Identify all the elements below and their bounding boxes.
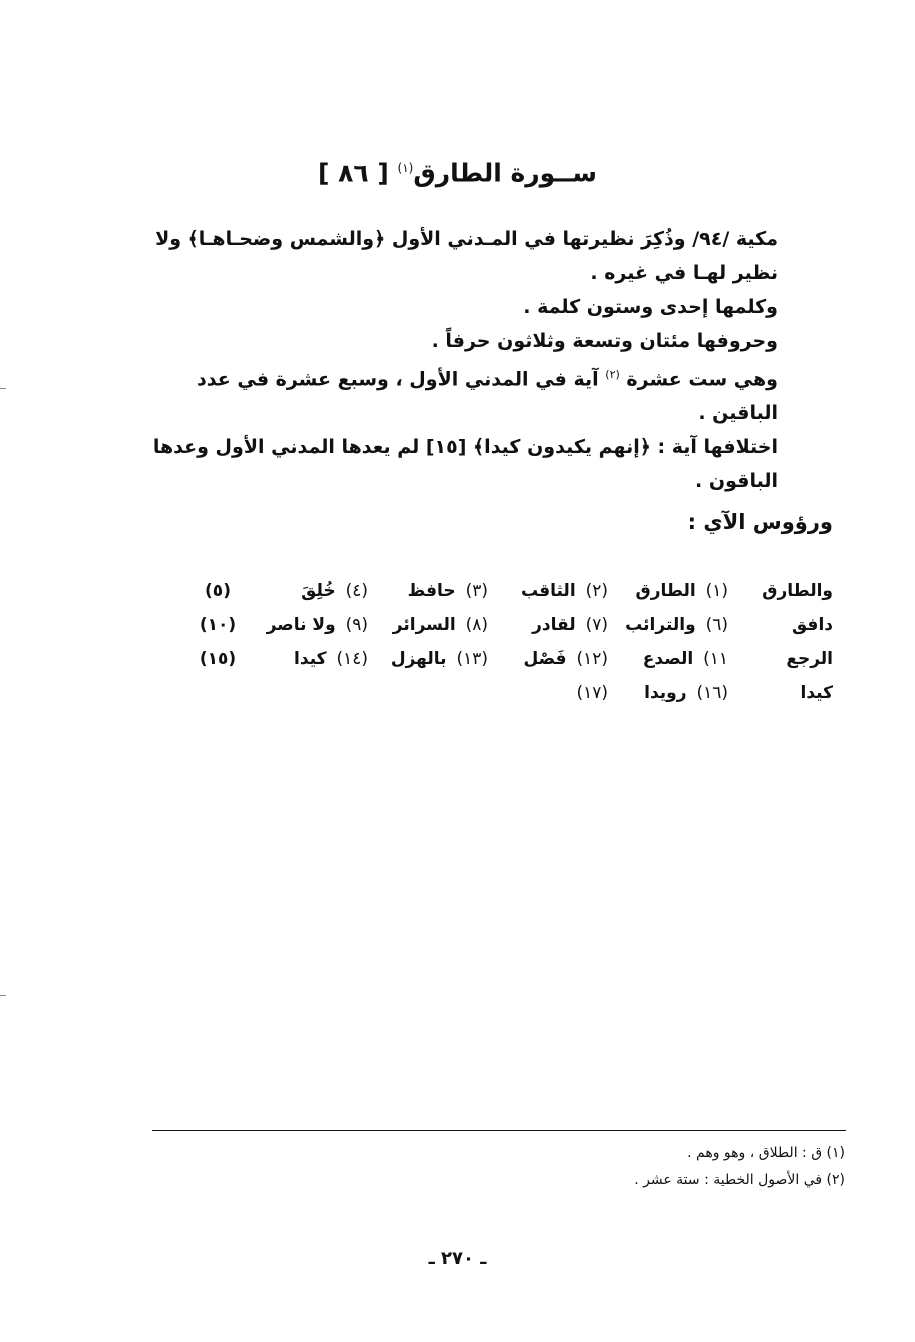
verse-cell: (١) الطارق <box>635 581 728 601</box>
verse-end-number: (١٥) <box>199 649 237 669</box>
intro-line-verses-b: آية في المدني الأول ، وسبع عشرة في عدد الباقين . <box>197 368 778 425</box>
verse-row-label: كيدا <box>800 683 833 703</box>
surah-title-footnote-ref: (١) <box>397 161 414 175</box>
verse-cell: (٧) لقادر <box>532 615 608 635</box>
surah-number: [ ٨٦ ] <box>317 158 389 188</box>
verse-row <box>128 676 833 710</box>
verse-row <box>128 608 833 642</box>
verse-end-number: (٥) <box>205 581 231 601</box>
verse-cell: (٨) السرائر <box>392 615 488 635</box>
intro-line-meccan: مكية /٩٤/ وذُكِرَ نظيرتها في المـدني الأول ﴿والشمس وضحـاهـا﴾ ولا نظير لهـا في غيره . <box>155 228 778 284</box>
verse-row-label: دافق <box>791 615 833 635</box>
verse-end-number: (١٠) <box>199 615 237 635</box>
verse-cell: (٢) الثاقب <box>520 581 608 601</box>
verse-cell: (٣) حافظ <box>407 581 488 601</box>
verse-row <box>128 642 833 676</box>
verse-heads-table <box>128 574 833 710</box>
verse-cell: (٦) والترائب <box>625 615 728 635</box>
footnote-item: (٢) في الأصول الخطية : ستة عشر . <box>634 1172 845 1188</box>
footnote-item: (١) ق : الطلاق ، وهو وهم . <box>687 1145 845 1161</box>
verse-cell: (١٧) <box>576 683 608 703</box>
intro-line-differences: اختلافها آية : ﴿إنهم يكيدون كيدا﴾ [١٥] لم يعدها المدني الأول وعدها الباقون . <box>152 436 778 493</box>
verse-heads-title: ورؤوس الآي : <box>687 510 833 534</box>
verse-cell: (١٢) فَصْل <box>523 649 608 669</box>
intro-line-letters: وحروفها مئتان وتسعة وثلاثون حرفاً . <box>431 330 778 352</box>
page-number: ـ ٢٧٠ ـ <box>428 1248 487 1269</box>
intro-line-verses-a: وهي ست عشرة <box>626 368 778 391</box>
footnotes <box>151 1140 845 1194</box>
verse-cell: (١٦) رويدا <box>644 683 728 703</box>
intro-line-words: وكلمها إحدى وستون كلمة . <box>523 296 778 318</box>
scan-edge-mark <box>0 388 6 389</box>
surah-title-text: ســورة الطارق <box>413 158 597 188</box>
verse-row-label: الرجع <box>786 649 833 669</box>
intro-footnote-ref: (٢) <box>605 368 620 381</box>
surah-title <box>0 150 915 191</box>
verse-cell: (١٤) كيدا <box>294 649 368 669</box>
verse-cell: (٩) ولا ناصر <box>266 615 368 635</box>
intro-section <box>128 222 778 498</box>
verse-cell: (٤) خُلِقَ <box>301 581 368 601</box>
intro-line-verses <box>128 358 778 430</box>
scan-edge-mark <box>0 995 6 996</box>
verse-row <box>128 574 833 608</box>
verse-row-label: والطارق <box>762 581 833 601</box>
footnote-divider <box>152 1130 846 1131</box>
verse-cell: (١٣) بالهزل <box>390 649 488 669</box>
verse-cell: ١١) الصدع <box>642 649 728 669</box>
